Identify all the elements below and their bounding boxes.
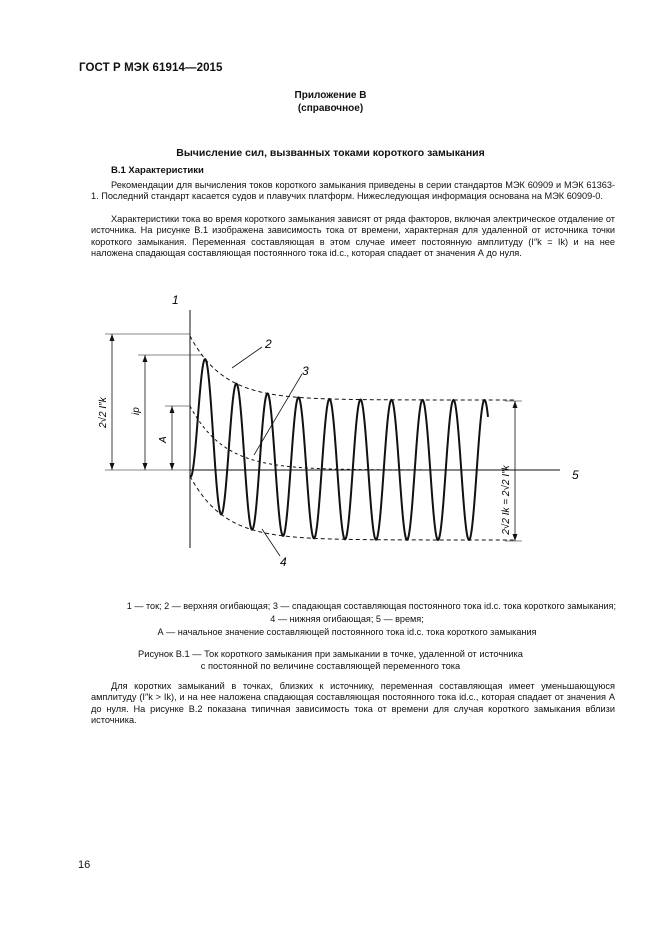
current-wave	[190, 359, 488, 540]
leader-2	[232, 347, 262, 368]
annex-status: (справочное)	[297, 103, 364, 114]
legend-line-1: 1 — ток; 2 — верхняя огибающая; 3 — спадающая составляющая постоянного тока id.c. тока короткого замыкания;	[126, 601, 616, 611]
figure-caption-line-1: Рисунок В.1 — Ток короткого замыкания при замыкании в точке, удаленной от источника	[138, 649, 523, 659]
document-header: ГОСТ Р МЭК 61914—2015	[79, 62, 223, 74]
label-4: 4	[280, 555, 287, 569]
section-title: Вычисление сил, вызванных токами короткого замыкания	[176, 147, 485, 159]
figure-b1	[0, 280, 661, 600]
dc-component-curve	[190, 406, 488, 470]
leader-4	[262, 529, 280, 556]
label-left-amplitude: 2√2 I″k	[98, 397, 109, 428]
label-2: 2	[265, 337, 272, 351]
legend-line-2: 4 — нижняя огибающая; 5 — время;	[270, 614, 424, 624]
subsection-title: В.1 Характеристики	[111, 165, 204, 176]
label-5: 5	[572, 468, 579, 482]
page-number: 16	[78, 859, 91, 871]
label-3: 3	[302, 364, 309, 378]
paragraph-3: Для коротких замыканий в точках, близких к источнику, переменная составляющая имеет уменьшающуюся амплитуду (I″k > Ik), и на нее наложена спадающая составляющая постоянного тока id.c., которая спадает от значения А до нуля. На рисунке В.2 показана типичная зависимость тока от времени для случая короткого замыкания вблизи источника.	[91, 681, 615, 726]
label-1: 1	[172, 293, 179, 307]
label-right-amplitude: 2√2 Ik = 2√2 I″k	[501, 465, 512, 535]
legend-line-3: А — начальное значение составляющей постоянного тока id.c. тока короткого замыкания	[157, 627, 537, 637]
label-peak: ip	[131, 407, 142, 415]
paragraph-1: Рекомендации для вычисления токов короткого замыкания приведены в серии стандартов МЭК 60909 и МЭК 61363-1. Последний стандарт касается судов и плавучих платформ. Нижеследующая информация основана на МЭК 60909-0.	[91, 180, 615, 202]
dim-arrowheads	[110, 334, 175, 470]
figure-caption-line-2: с постоянной по величине составляющей переменного тока	[200, 661, 461, 671]
annex-title: Приложение В	[294, 90, 367, 101]
label-a: A	[158, 436, 169, 443]
paragraph-2: Характеристики тока во время короткого замыкания зависят от ряда факторов, включая электрическое отдаление от источника. На рисунке В.1 изображена зависимость тока от времени, характерная для удаленной от источника точки короткого замыкания. Переменная составляющая в этом случае имеет постоянную амплитуду (I″k = Ik) и на нее наложена спадающая составляющая постоянного тока id.c., которая спадает от значения А до нуля.	[91, 214, 615, 259]
